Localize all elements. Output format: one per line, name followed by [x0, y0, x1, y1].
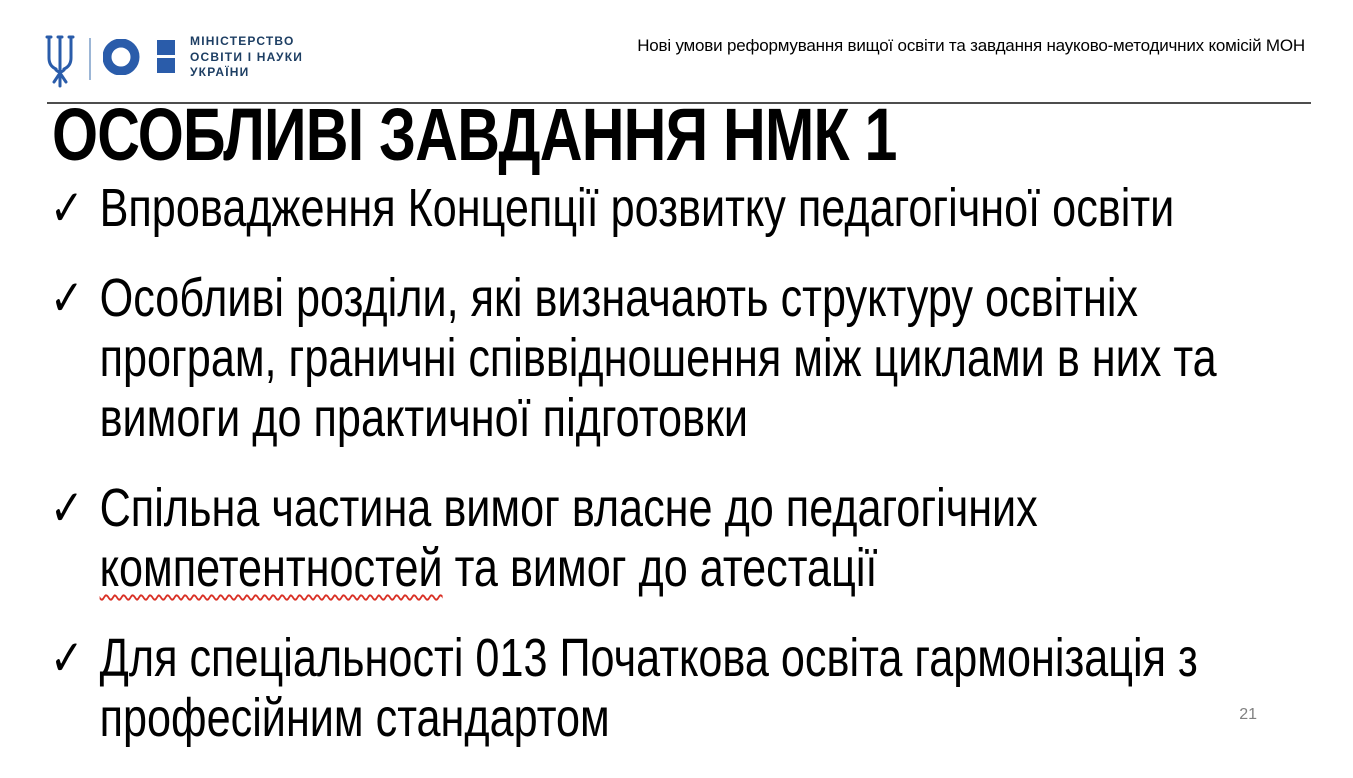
bullet-line: Впровадження Концепції розвитку педагогічної освіти	[99, 178, 1175, 238]
bullet-line: Спільна частина вимог власне до педагогічних	[99, 478, 1038, 538]
ministry-name-line: УКРАЇНИ	[190, 65, 250, 79]
list-item	[50, 628, 1353, 748]
slide-title: ОСОБЛИВІ ЗАВДАННЯ НМК 1	[52, 93, 897, 176]
ministry-name-line: МІНІСТЕРСТВО	[190, 34, 295, 48]
trident-icon	[45, 35, 75, 88]
bullet-list	[50, 178, 1353, 778]
list-item	[50, 178, 1353, 238]
bullet-line	[100, 538, 1038, 598]
presentation-subtitle: Нові умови реформування вищої освіти та завдання науково-методичних комісій МОН	[637, 36, 1305, 55]
bullet-line: Особливі розділи, які визначають структуру освітніх	[99, 268, 1139, 328]
bullet-line: вимоги до практичної підготовки	[99, 388, 749, 448]
checkmark-icon: ✓	[50, 179, 84, 237]
bullet-line: програм, граничні співвідношення між циклами в них та	[99, 328, 1217, 388]
list-item	[50, 268, 1353, 448]
bullet-text	[100, 628, 1198, 748]
ministry-name-line: ОСВІТИ І НАУКИ	[190, 49, 304, 64]
checkmark-icon: ✓	[50, 629, 84, 687]
logo-divider	[89, 38, 91, 80]
bullet-line: професійним стандартом	[99, 688, 610, 748]
checkmark-icon: ✓	[50, 479, 84, 537]
list-item	[50, 478, 1353, 598]
bullet-text	[100, 478, 1038, 598]
misspelled-word: компетентностей	[99, 538, 443, 598]
bullet-line: Для спеціальності 013 Початкова освіта гармонізація з	[99, 628, 1198, 688]
page-number: 21	[1239, 706, 1257, 723]
ministry-logo	[0, 0, 340, 100]
ministry-name	[190, 34, 303, 81]
ministry-o-mark-icon	[103, 39, 179, 75]
bullet-text	[100, 268, 1217, 448]
checkmark-icon: ✓	[50, 269, 84, 327]
bullet-line-rest: та вимог до атестації	[442, 538, 878, 598]
bullet-text	[100, 178, 1175, 238]
